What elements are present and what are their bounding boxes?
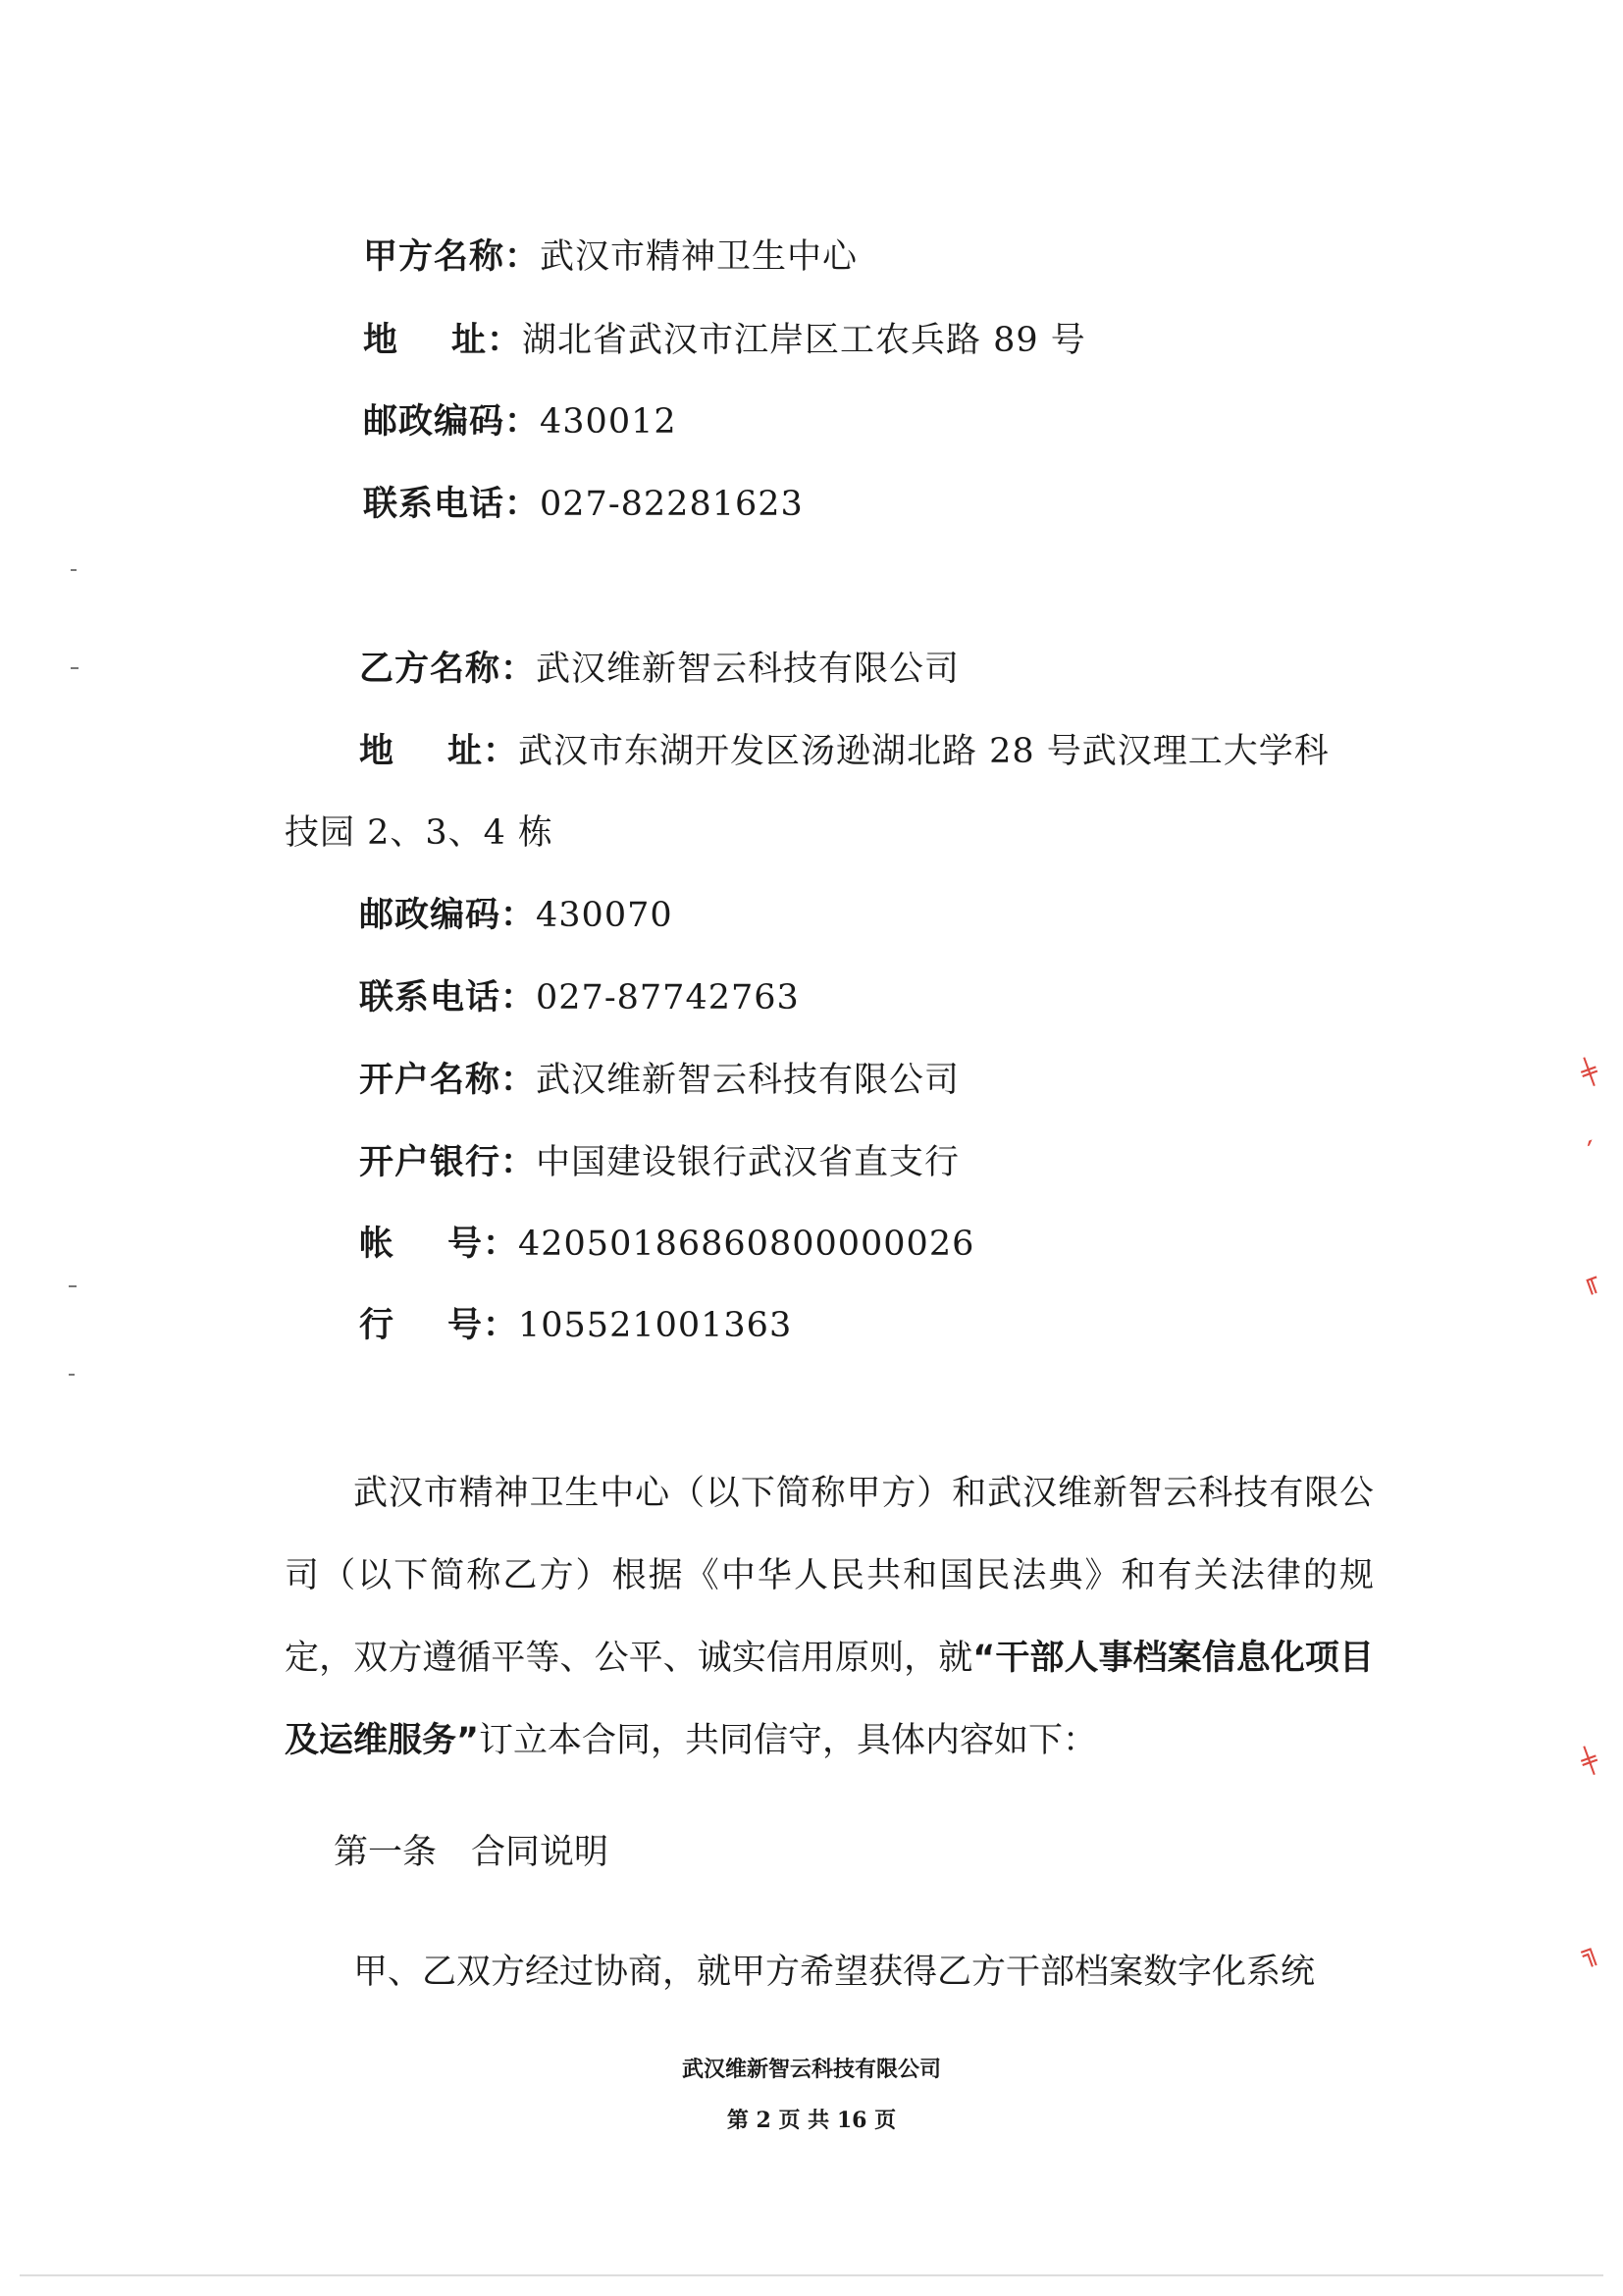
party-b-name-label: 乙方名称： <box>359 650 537 689</box>
party-b-bank: 中国建设银行武汉省直支行 <box>536 1143 961 1182</box>
party-b-zip: 430070 <box>536 896 673 935</box>
intro-project-name: “干部人事档案信息化项目及运维服务” <box>285 1639 1374 1760</box>
scan-mark <box>69 1374 75 1376</box>
party-b-bank-row <box>359 1141 960 1184</box>
party-b-zip-row <box>359 894 673 937</box>
intro-paragraph <box>285 1452 1374 1782</box>
party-a-zip-label: 邮政编码： <box>363 402 541 442</box>
seal-fragment-icon: ╓ <box>1577 1264 1602 1297</box>
party-b-bank-no-label: 行 号： <box>359 1306 518 1345</box>
party-b-phone-label: 联系电话： <box>359 978 537 1018</box>
seal-fragment-icon: ╗ <box>1577 1936 1602 1969</box>
party-b-bank-no-row <box>359 1304 792 1347</box>
party-a-name-label: 甲方名称： <box>363 237 541 277</box>
intro-text-1: 武汉市精神卫生中心（以下简称甲方）和武汉维新智云科技有限公司（以下简称乙方）根据《中华人民共和国民法典》和有关法律的规定，双方遵循平等、公平、诚实信用原则，就 <box>285 1474 1374 1678</box>
party-b-address-line2: 技园 2、3、4 栋 <box>285 813 554 853</box>
party-b-account: 42050186860800000026 <box>518 1225 975 1264</box>
party-b-account-row <box>359 1223 974 1266</box>
party-a-phone-label: 联系电话： <box>363 485 541 524</box>
party-a-address: 湖北省武汉市江岸区工农兵路 89 号 <box>522 321 1086 360</box>
seal-fragment-icon: ╪ <box>1577 1056 1602 1089</box>
party-b-bank-no: 105521001363 <box>518 1306 793 1345</box>
article-1-text: 甲、乙双方经过协商，就甲方希望获得乙方干部档案数字化系统 <box>353 1953 1316 1992</box>
seal-fragment-icon: ˊ <box>1581 1136 1603 1170</box>
party-b-address-label: 地 址： <box>359 732 518 771</box>
footer-company: 武汉维新智云科技有限公司 <box>681 2057 941 2082</box>
party-a-name: 武汉市精神卫生中心 <box>540 237 859 277</box>
seal-fragment-icon: ╪ <box>1577 1745 1602 1778</box>
intro-text-2: 订立本合同，共同信守，具体内容如下： <box>479 1721 1098 1760</box>
party-a-address-row <box>363 319 1086 362</box>
party-b-account-name-label: 开户名称： <box>359 1061 537 1100</box>
party-b-name: 武汉维新智云科技有限公司 <box>536 650 961 689</box>
party-a-name-row <box>363 235 858 279</box>
party-a-zip: 430012 <box>540 402 677 442</box>
scan-mark <box>71 667 79 669</box>
party-a-phone: 027-82281623 <box>540 485 804 524</box>
scan-mark <box>71 569 77 571</box>
party-b-name-row <box>359 648 960 691</box>
party-b-account-name-row <box>359 1059 960 1102</box>
scan-mark <box>69 1285 77 1287</box>
party-a-address-label: 地 址： <box>363 321 522 360</box>
party-b-phone: 027-87742763 <box>536 978 800 1018</box>
party-b-address-row-2 <box>285 811 553 855</box>
party-a-phone-row <box>363 483 804 526</box>
party-b-address-line1: 武汉市东湖开发区汤逊湖北路 28 号武汉理工大学科 <box>518 732 1330 771</box>
party-b-account-name: 武汉维新智云科技有限公司 <box>536 1061 961 1100</box>
party-b-account-label: 帐 号： <box>359 1225 518 1264</box>
party-b-zip-label: 邮政编码： <box>359 896 537 935</box>
party-a-zip-row <box>363 400 677 444</box>
party-b-phone-row <box>359 976 800 1019</box>
footer-page-number: 第 2 页 共 16 页 <box>726 2108 897 2133</box>
party-b-address-row <box>359 730 1330 773</box>
party-b-bank-label: 开户银行： <box>359 1143 537 1182</box>
article-1-title: 第一条 合同说明 <box>334 1833 609 1872</box>
page-bottom-edge <box>20 2274 1603 2276</box>
